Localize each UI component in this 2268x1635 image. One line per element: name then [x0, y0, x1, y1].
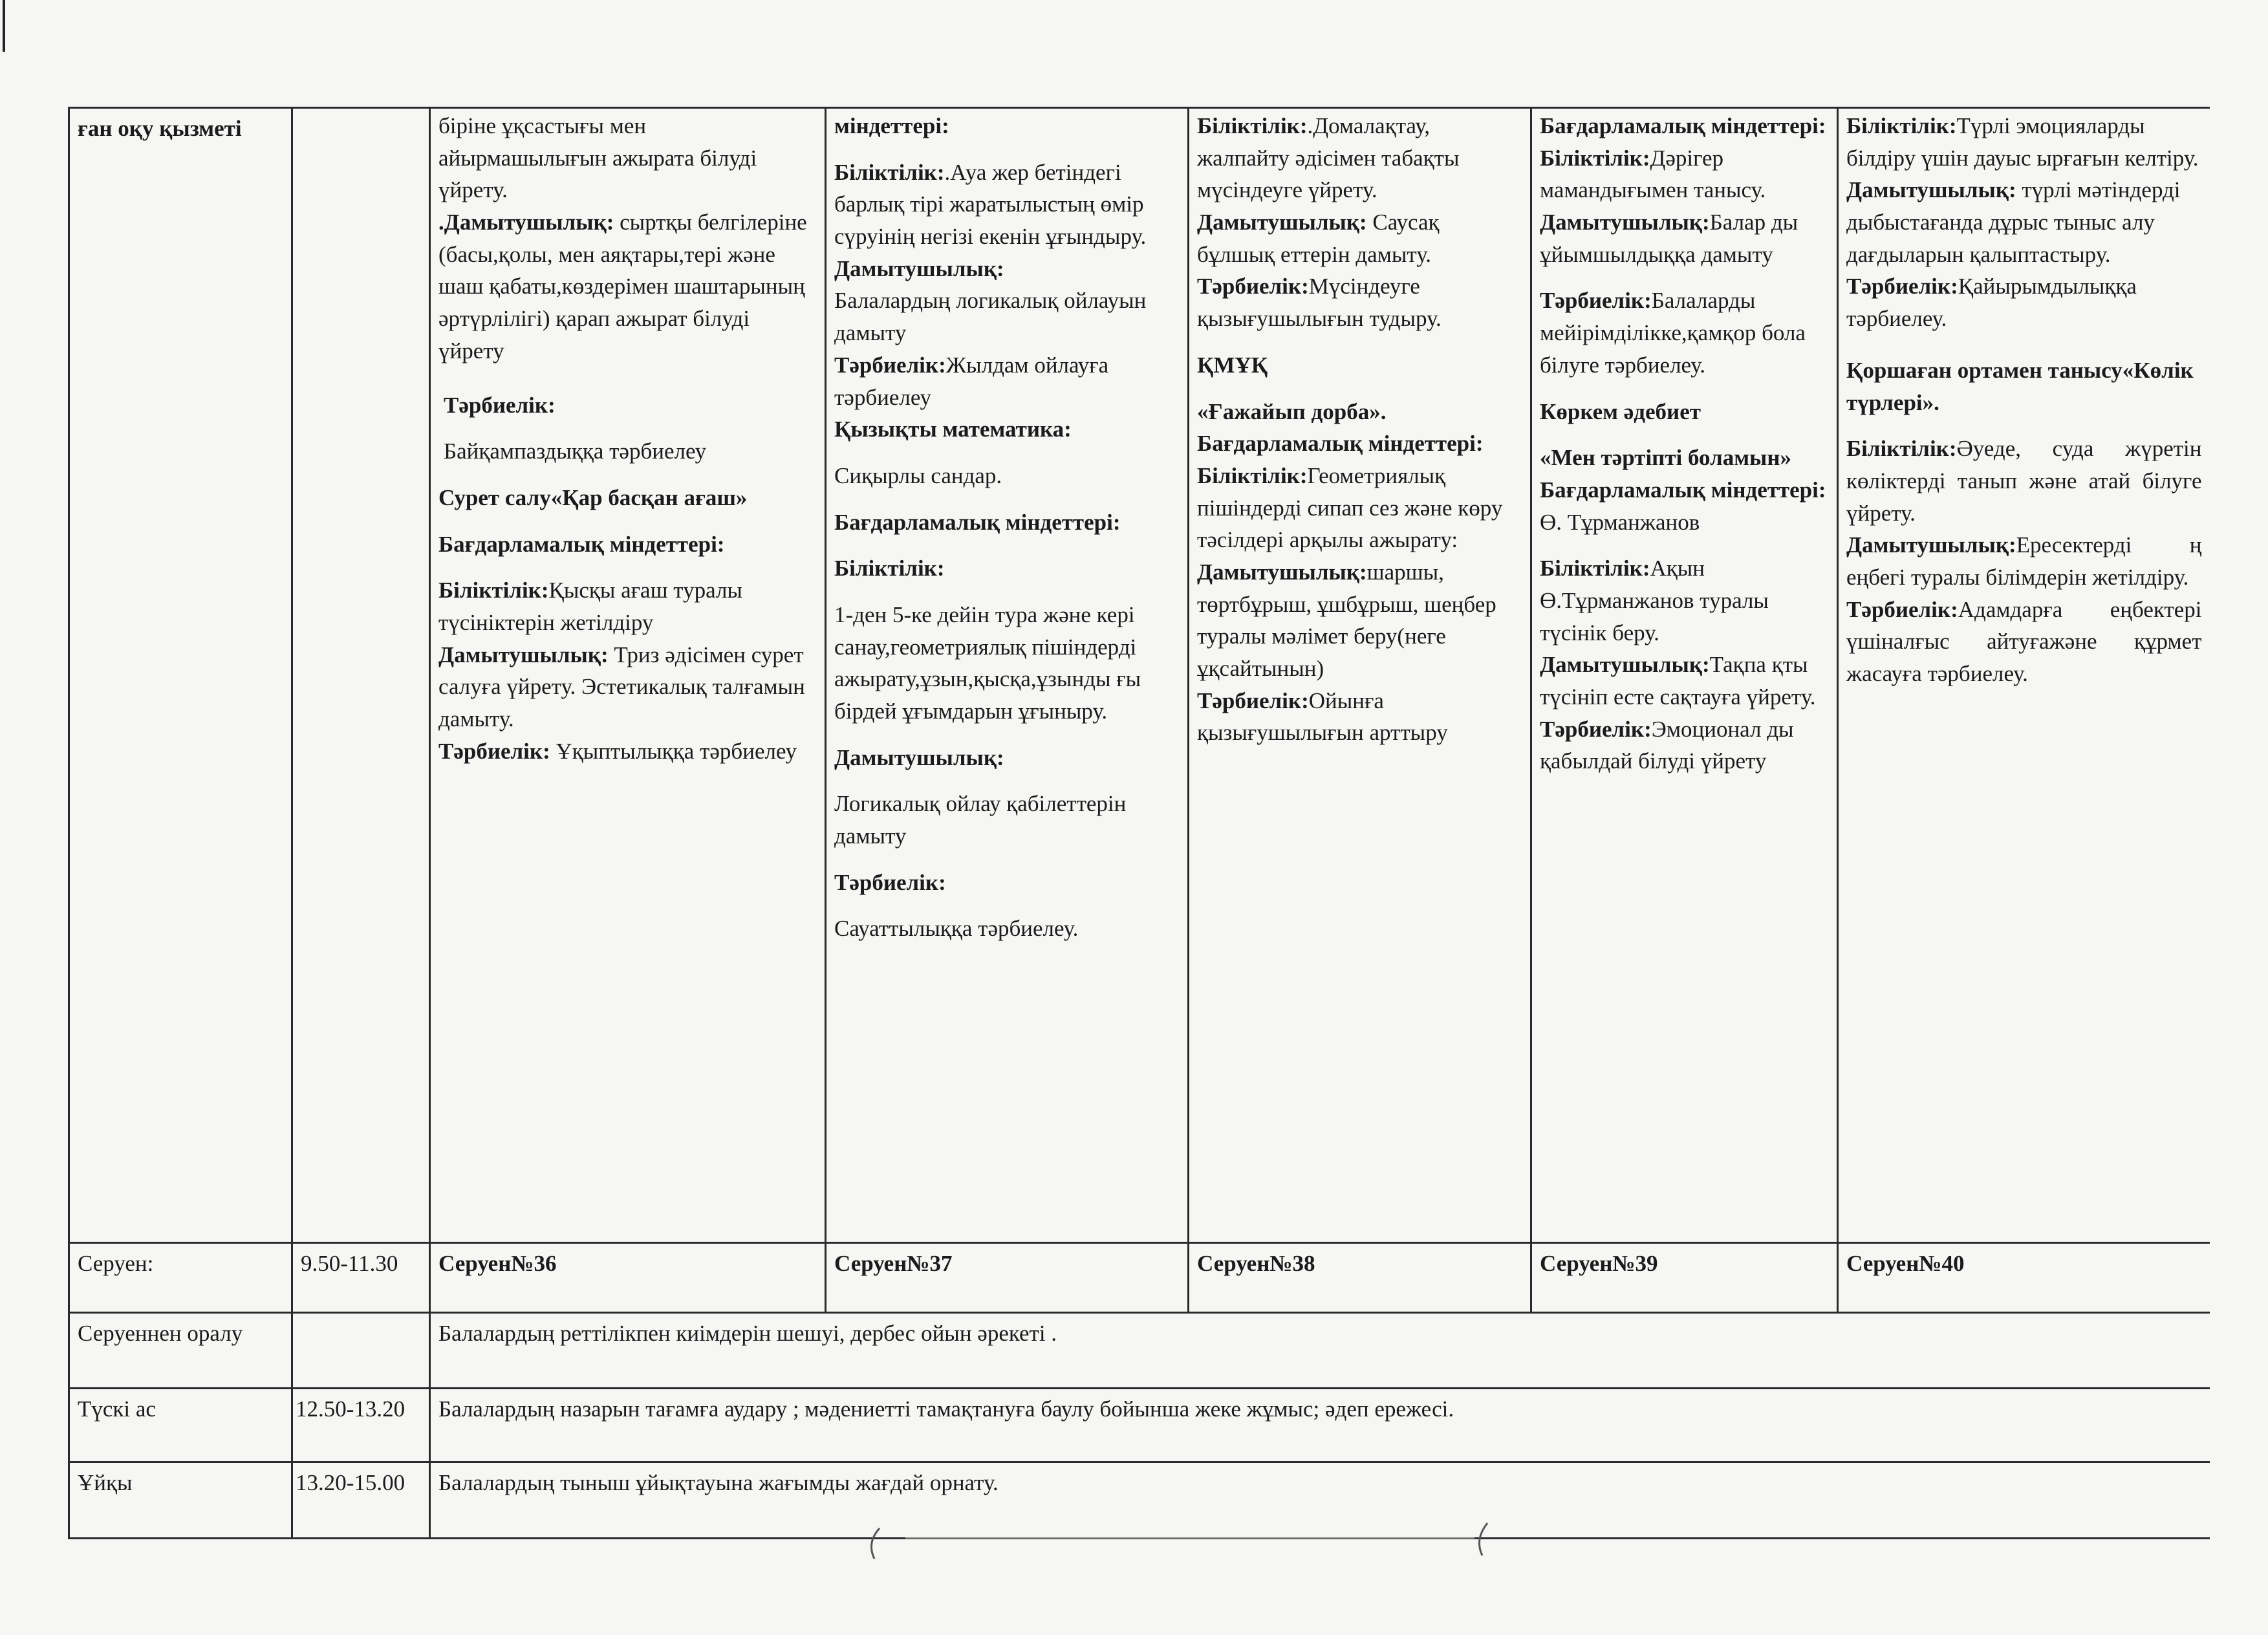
- skill-text: Түрлі эмоцияларды білдіру үшін дауыс ырғағын келтіру.: [1846, 113, 2199, 171]
- skill-text: Әуеде, суда жүретін көліктерді танып және атай білуге үйрету.: [1846, 436, 2202, 526]
- edu-text: Адамдарға еңбектері үшіналғыс айтуғажәне құрмет жасауға тәрбиелеу.: [1846, 596, 2202, 686]
- row-time-text: 13.20-15.00: [296, 1470, 405, 1495]
- skill-text: Ақын Ө.Тұрманжанов туралы түсінік беру.: [1540, 556, 1769, 645]
- dev-text: Балалардың логикалық ойлауын дамыту: [834, 288, 1147, 346]
- walk-label: Серуен№37: [834, 1251, 953, 1276]
- dev-label: Дамытушылық:: [1197, 559, 1367, 585]
- edu-label: Тәрбиелік:: [1540, 716, 1652, 742]
- skill-text: Геометриялық пішіндерді сипап сез және көру тәсілдері арқылы ажырату:: [1197, 462, 1503, 553]
- skill-label: Біліктілік:: [834, 159, 945, 185]
- dev-label: Дамытушылық:: [1846, 177, 2016, 203]
- return-text: Балалардың реттілікпен киімдерін шешуі, дербес ойын әрекеті .: [438, 1321, 1057, 1346]
- dev-label: Дамытушылық:: [1197, 210, 1367, 235]
- dev-text: Ересектерді ң еңбегі туралы білімдерін жетілдіру.: [1846, 532, 2202, 590]
- walk-label: Серуен№39: [1540, 1251, 1658, 1276]
- edu-text: Жылдам ойлауға тәрбиелеу: [834, 352, 1109, 410]
- dev-label: Дамытушылық:: [834, 744, 1004, 770]
- edu-label: Тәрбиелік:: [1846, 274, 1958, 299]
- program-tasks-label: міндеттері:: [834, 113, 949, 138]
- edu-label: Тәрбиелік:: [834, 869, 946, 895]
- row-label-lunch: [69, 1389, 292, 1462]
- program-tasks-label: Бағдарламалық міндеттері:: [1540, 113, 1826, 138]
- walk-cell: [1531, 1243, 1838, 1313]
- dev-label: Дамытушылық:: [438, 642, 609, 667]
- activity-cell-3: [1189, 108, 1531, 1243]
- walk-cell: [1189, 1243, 1531, 1313]
- return-cell: [430, 1313, 2210, 1389]
- skill-text: .Ауа жер бетіндегі барлық тірі жаратылыстың өмір сүруінің негізі екенін ұғындыру.: [834, 159, 1147, 250]
- row-time-sleep: [292, 1462, 430, 1539]
- lesson-title: ҚМҰҚ: [1197, 352, 1268, 378]
- row-label-text: Ұйқы: [78, 1470, 133, 1495]
- dev-label: .Дамытушылық:: [438, 210, 614, 235]
- lunch-text: Балалардың назарын тағамға аудару ; мәдениетті тамақтануға баулу бойынша жеке жұмыс; әдеп ережесі.: [438, 1396, 1454, 1422]
- dev-text: Тақпа қты түсініп есте сақтауға үйрету.: [1540, 652, 1816, 709]
- dev-text: Триз әдісімен сурет салуға үйрету. Эстетикалық талғамын дамыту.: [438, 642, 805, 731]
- edu-label: Тәрбиелік:: [444, 392, 556, 418]
- activity-cell-4: [1531, 108, 1838, 1243]
- lesson-title: Көркем әдебиет: [1540, 398, 1701, 424]
- table-row-return: [69, 1313, 2210, 1389]
- lunch-cell: [430, 1389, 2210, 1462]
- row-label-sleep: [69, 1462, 292, 1539]
- skill-label: Біліктілік:: [1846, 436, 1957, 462]
- daily-plan-sheet: [68, 107, 2209, 1539]
- dev-text: Балар ды ұйымшылдыққа дамыту: [1540, 210, 1798, 267]
- dev-label: Дамытушылық:: [834, 255, 1004, 281]
- dev-label: Дамытушылық:: [1540, 652, 1710, 678]
- program-tasks-label: Бағдарламалық міндеттері:: [1197, 431, 1484, 457]
- row-time-text: 12.50-13.20: [296, 1396, 405, 1422]
- program-tasks-label: Бағдарламалық міндеттері:: [834, 509, 1121, 535]
- edu-text: Ұқыптылыққа тәрбиелеу: [550, 738, 797, 764]
- row-label-text: ған оқу қызметі: [78, 116, 242, 141]
- edu-label: Тәрбиелік:: [438, 738, 550, 764]
- edu-text: Сауаттылыққа тәрбиелеу.: [834, 916, 1079, 942]
- skill-label: Біліктілік:: [1540, 556, 1650, 581]
- author-name: Ө. Тұрманжанов: [1540, 509, 1700, 535]
- edu-label: Тәрбиелік:: [1197, 688, 1309, 713]
- edu-text: Балаларды мейірімділікке,қамқор бола білуге тәрбиелеу.: [1540, 288, 1806, 378]
- table-row-sleep: [69, 1462, 2210, 1539]
- walk-cell: [826, 1243, 1189, 1313]
- edu-text: Қайырымдылыққа тәрбиелеу.: [1846, 274, 2137, 332]
- row-time-lunch: [292, 1389, 430, 1462]
- dev-text: шаршы, төртбұрыш, ұшбұрыш, шеңбер туралы мәлімет беру(неге ұқсайтынын): [1197, 559, 1496, 681]
- skill-label: Біліктілік:: [834, 556, 945, 581]
- row-label-walk: [69, 1243, 292, 1313]
- edu-label: Тәрбиелік:: [1540, 288, 1652, 314]
- poem-title: «Мен тәртіпті боламын»: [1540, 445, 1792, 471]
- edu-label: Тәрбиелік:: [1197, 274, 1309, 299]
- program-tasks-label: Бағдарламалық міндеттері:: [1540, 477, 1826, 503]
- row-label-return: [69, 1313, 292, 1389]
- row-label-text: Серуеннен оралу: [78, 1321, 243, 1346]
- edu-text: Байқампаздыққа тәрбиелеу: [444, 439, 707, 464]
- sleep-cell: [430, 1462, 2210, 1539]
- edu-text: Эмоционал ды қабылдай білуді үйрету: [1540, 716, 1794, 774]
- row-label-activity: [69, 108, 292, 1243]
- cell-text: біріне ұқсастығы мен айырмашылығын ажырата білуді үйрету.: [438, 113, 757, 203]
- dev-label: Дамытушылық:: [1846, 532, 2016, 558]
- dev-text: Саусақ бұлшық еттерін дамыту.: [1197, 210, 1440, 267]
- dev-text: Логикалық ойлау қабілеттерін дамыту: [834, 791, 1127, 849]
- walk-cell: [1838, 1243, 2210, 1313]
- row-label-text: Түскі ас: [78, 1396, 156, 1422]
- dev-text: сыртқы белгілеріне (басы,қолы, мен аяқтары,тері және шаш қабаты,көздерімен шаштарының әртүрлілігі) қарап ажырат білуді үйрету: [438, 210, 807, 363]
- program-tasks-label: Бағдарламалық міндеттері:: [438, 531, 725, 557]
- row-time-walk: [292, 1243, 430, 1313]
- edu-label: Тәрбиелік:: [1846, 596, 1958, 622]
- dev-label: Дамытушылық:: [1540, 210, 1710, 235]
- lesson-title: Қызықты математика:: [834, 417, 1072, 442]
- activity-cell-1: [430, 108, 826, 1243]
- skill-text: Дәрігер мамандығымен танысу.: [1540, 145, 1766, 203]
- daily-plan-table: [68, 107, 2210, 1539]
- row-time-activity: [292, 108, 430, 1243]
- table-row-lunch: [69, 1389, 2210, 1462]
- lesson-title: Сурет салу«Қар басқан ағаш»: [438, 484, 748, 510]
- activity-cell-2: [826, 108, 1189, 1243]
- edu-text: Ойынға қызығушылығын арттыру: [1197, 688, 1448, 746]
- sleep-text: Балалардың тыныш ұйықтауына жағымды жағдай орнату.: [438, 1470, 999, 1495]
- walk-label: Серуен№40: [1846, 1251, 1965, 1276]
- skill-text: .Домалақтау, жалпайту әдісімен табақты мүсіндеуге үйрету.: [1197, 113, 1460, 203]
- walk-cell: [430, 1243, 826, 1313]
- row-time-return: [292, 1313, 430, 1389]
- edu-label: Тәрбиелік:: [834, 352, 946, 378]
- game-title: «Ғажайып дорба».: [1197, 398, 1387, 424]
- skill-label: Біліктілік:: [1197, 462, 1308, 488]
- dev-text: түрлі мәтіндерді дыбыстағанда дұрыс тыныс алу дағдыларын қалыптастыру.: [1846, 177, 2181, 267]
- lesson-topic: Сиқырлы сандар.: [834, 462, 1002, 488]
- skill-label: Біліктілік:: [1846, 113, 1957, 138]
- table-row-activity: [69, 108, 2210, 1243]
- activity-cell-5: [1838, 108, 2210, 1243]
- lesson-title: Қоршаған ортамен танысу«Көлік түрлері».: [1846, 357, 2194, 415]
- row-time-text: 9.50-11.30: [301, 1251, 398, 1276]
- skill-text: Қысқы ағаш туралы түсініктерін жетілдіру: [438, 578, 742, 635]
- walk-label: Серуен№36: [438, 1251, 557, 1276]
- table-row-walk: [69, 1243, 2210, 1313]
- skill-label: Біліктілік:: [1197, 113, 1308, 138]
- skill-text: 1-ден 5-ке дейін тура және кері санау,геометриялық пішіндерді ажырату,ұзын,қысқа,ұзынды ғы бірдей ұғымдарын ұғыныру.: [834, 601, 1141, 724]
- edu-text: Мүсіндеуге қызығушылығын тудыру.: [1197, 274, 1442, 332]
- row-label-text: Серуен:: [78, 1251, 154, 1276]
- scan-edge-mark: [3, 0, 5, 52]
- walk-label: Серуен№38: [1197, 1251, 1315, 1276]
- skill-label: Біліктілік:: [438, 578, 549, 603]
- skill-label: Біліктілік:: [1540, 145, 1650, 171]
